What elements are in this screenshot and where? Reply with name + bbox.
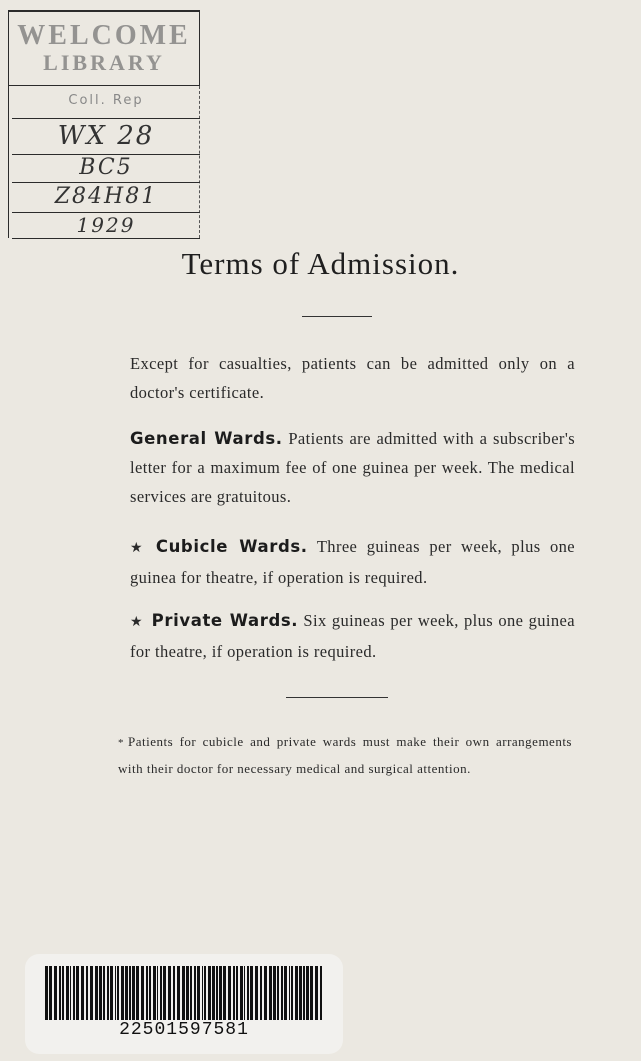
barcode-label bbox=[25, 954, 343, 1054]
star-icon: ★ bbox=[130, 540, 148, 556]
private-wards-body: Six guineas per week, plus one guinea for theatre, if operation is required. bbox=[130, 611, 575, 661]
stamp-collection-label: Coll. Rep bbox=[12, 86, 200, 119]
cubicle-wards-paragraph bbox=[130, 532, 575, 592]
footnote bbox=[118, 729, 572, 781]
cubicle-wards-body: Three guineas per week, plus one guinea for theatre, if operation is required. bbox=[130, 537, 575, 587]
section-divider bbox=[286, 697, 388, 698]
stamp-call-number-1: WX 28 bbox=[12, 118, 200, 155]
stamp-year: 1929 bbox=[12, 212, 200, 239]
intro-text: Except for casualties, patients can be admitted only on a doctor's certificate. bbox=[130, 354, 575, 402]
library-stamp bbox=[8, 10, 200, 238]
private-wards-paragraph bbox=[130, 606, 575, 666]
stamp-call-number-2: BC5 bbox=[12, 154, 200, 183]
general-wards-paragraph bbox=[130, 424, 575, 511]
intro-paragraph bbox=[130, 349, 575, 407]
general-wards-heading: General Wards. bbox=[130, 429, 283, 448]
stamp-library-name: WELCOME bbox=[17, 20, 191, 51]
footnote-text: Patients for cubicle and private wards must make their own arrangements with their doctor for necessary medical and surgical attention. bbox=[118, 734, 572, 776]
stamp-accession-number: Z84H81 bbox=[12, 182, 200, 213]
star-icon: ★ bbox=[130, 614, 144, 630]
barcode-icon bbox=[45, 966, 323, 1020]
stamp-library-word: LIBRARY bbox=[43, 50, 165, 75]
cubicle-wards-heading: Cubicle Wards. bbox=[155, 537, 308, 556]
page-title: Terms of Admission. bbox=[181, 246, 460, 281]
general-wards-body: Patients are admitted with a subscriber's letter for a maximum fee of one guinea per week. The medical services are gratuitous. bbox=[130, 429, 576, 506]
title-divider bbox=[302, 316, 372, 317]
footnote-marker: * bbox=[118, 737, 124, 749]
barcode-number: 22501597581 bbox=[119, 1020, 249, 1040]
private-wards-heading: Private Wards. bbox=[151, 611, 299, 630]
stamp-border-left bbox=[8, 86, 9, 238]
